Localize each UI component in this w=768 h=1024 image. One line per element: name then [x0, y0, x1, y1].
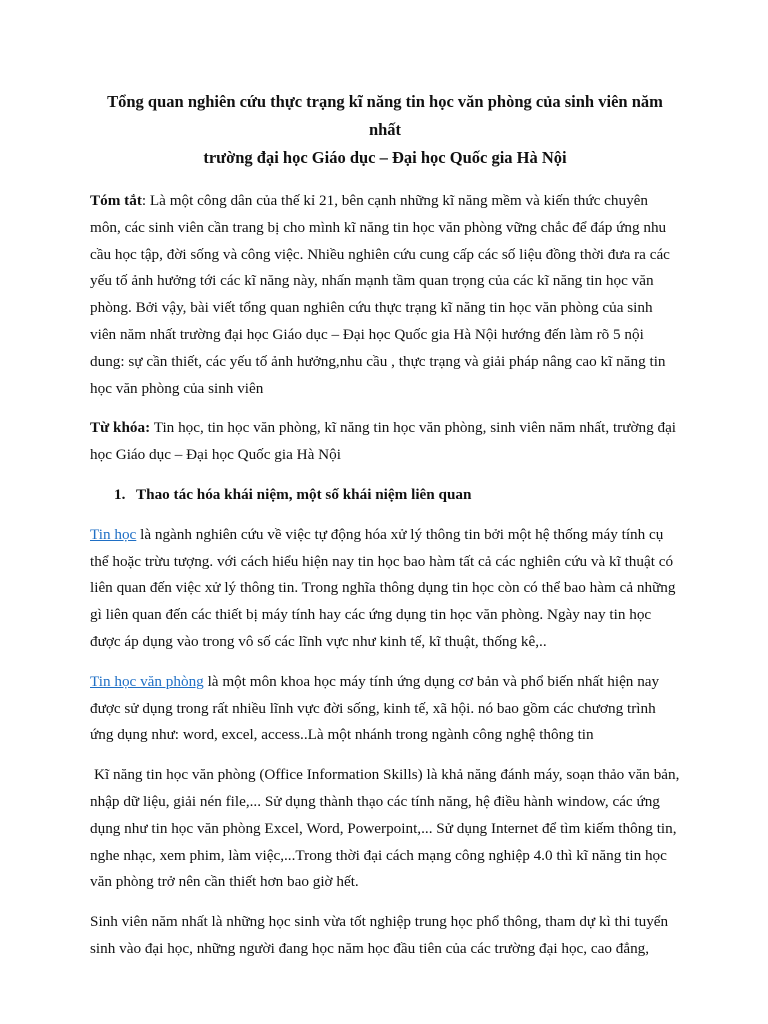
sinh-vien-paragraph: Sinh viên năm nhất là những học sinh vừa tốt nghiệp trung học phổ thông, tham dự kì thi tuyển sinh vào đại học, những người đang học năm học đầu tiên của các trường đại học, cao đẳng, — [90, 913, 669, 957]
abstract-label: Tóm tắt — [90, 192, 142, 209]
keywords-paragraph — [90, 415, 680, 469]
ki-nang-paragraph: Kĩ năng tin học văn phòng (Office Information Skills) là khả năng đánh máy, soạn thảo văn bản, nhập dữ liệu, giải nén file,... Sử dụng thành thạo các tính năng, hệ điều hành window, các ứng dụng như tin học văn phòng Excel, Word, Powerpoint,... Sử dụng Internet để tìm kiếm thông tin, nghe nhạc, xem phim, làm việc,...Trong thời đại cách mạng công nghiệp 4.0 thì kĩ năng tin học văn phòng trở nên cần thiết hơn bao giờ hết. — [90, 766, 680, 891]
keywords-text: Tin học, tin học văn phòng, kĩ năng tin học văn phòng, sinh viên năm nhất, trường đại học Giáo dục – Đại học Quốc gia Hà Nội — [90, 419, 677, 464]
document-title — [90, 88, 680, 172]
title-line-2: trường đại học Giáo dục – Đại học Quốc gia Hà Nội — [203, 148, 567, 167]
section-heading-text: Thao tác hóa khái niệm, một số khái niệm liên quan — [136, 485, 472, 503]
section-number: 1. — [114, 485, 126, 503]
tin-hoc-van-phong-paragraph — [90, 669, 680, 749]
tin-hoc-van-phong-link[interactable]: Tin học văn phòng — [90, 672, 204, 690]
document-page — [90, 88, 680, 976]
tin-hoc-paragraph — [90, 522, 680, 656]
abstract-paragraph — [90, 188, 680, 402]
tin-hoc-link[interactable]: Tin học — [90, 525, 137, 543]
section-heading-1 — [90, 482, 680, 509]
abstract-text: : Là một công dân của thế kỉ 21, bên cạnh những kĩ năng mềm và kiến thức chuyên môn, các sinh viên cần trang bị cho mình kĩ năng tin học văn phòng vững chắc để đáp ứng nhu cầu học tập, đời sống và công việc. Nhiều nghiên cứu cung cấp các số liệu đồng thời đưa ra các yếu tố ảnh hưởng tới các kĩ năng này, nhấn mạnh tầm quan trọng của các kĩ năng tin học văn phòng. Bởi vậy, bài viết tổng quan nghiên cứu thực trạng kĩ năng tin học văn phòng của sinh viên năm nhất trường đại học Giáo dục – Đại học Quốc gia Hà Nội hướng đến làm rõ 5 nội dung: sự cần thiết, các yếu tố ảnh hưởng,nhu cầu , thực trạng và giải pháp nâng cao kĩ năng tin học văn phòng của sinh viên — [90, 192, 670, 397]
tin-hoc-van-phong-text: là một môn khoa học máy tính ứng dụng cơ bản và phổ biến nhất hiện nay được sử dụng trong rất nhiều lĩnh vực đời sống, kinh tế, xã hội. nó bao gồm các chương trình ứng dụng như: word, excel, access..Là một nhánh trong ngành công nghệ thông tin — [90, 672, 660, 744]
title-line-1: Tổng quan nghiên cứu thực trạng kĩ năng tin học văn phòng của sinh viên năm nhất — [107, 92, 663, 139]
keywords-label: Từ khóa: — [90, 419, 151, 437]
tin-hoc-text: là ngành nghiên cứu về việc tự động hóa xử lý thông tin bởi một hệ thống máy tính cụ thể hoặc trừu tượng. với cách hiểu hiện nay tin học bao hàm tất cả các nghiên cứu và kĩ thuật có liên quan đến việc xử lý thông tin. Trong nghĩa thông dụng tin học còn có thể bao hàm cả những gì liên quan đến các thiết bị máy tính hay các ứng dụng tin học văn phòng. Ngày nay tin học được áp dụng vào trong vô số các lĩnh vực như kinh tế, kĩ thuật, thống kê,.. — [90, 525, 676, 650]
